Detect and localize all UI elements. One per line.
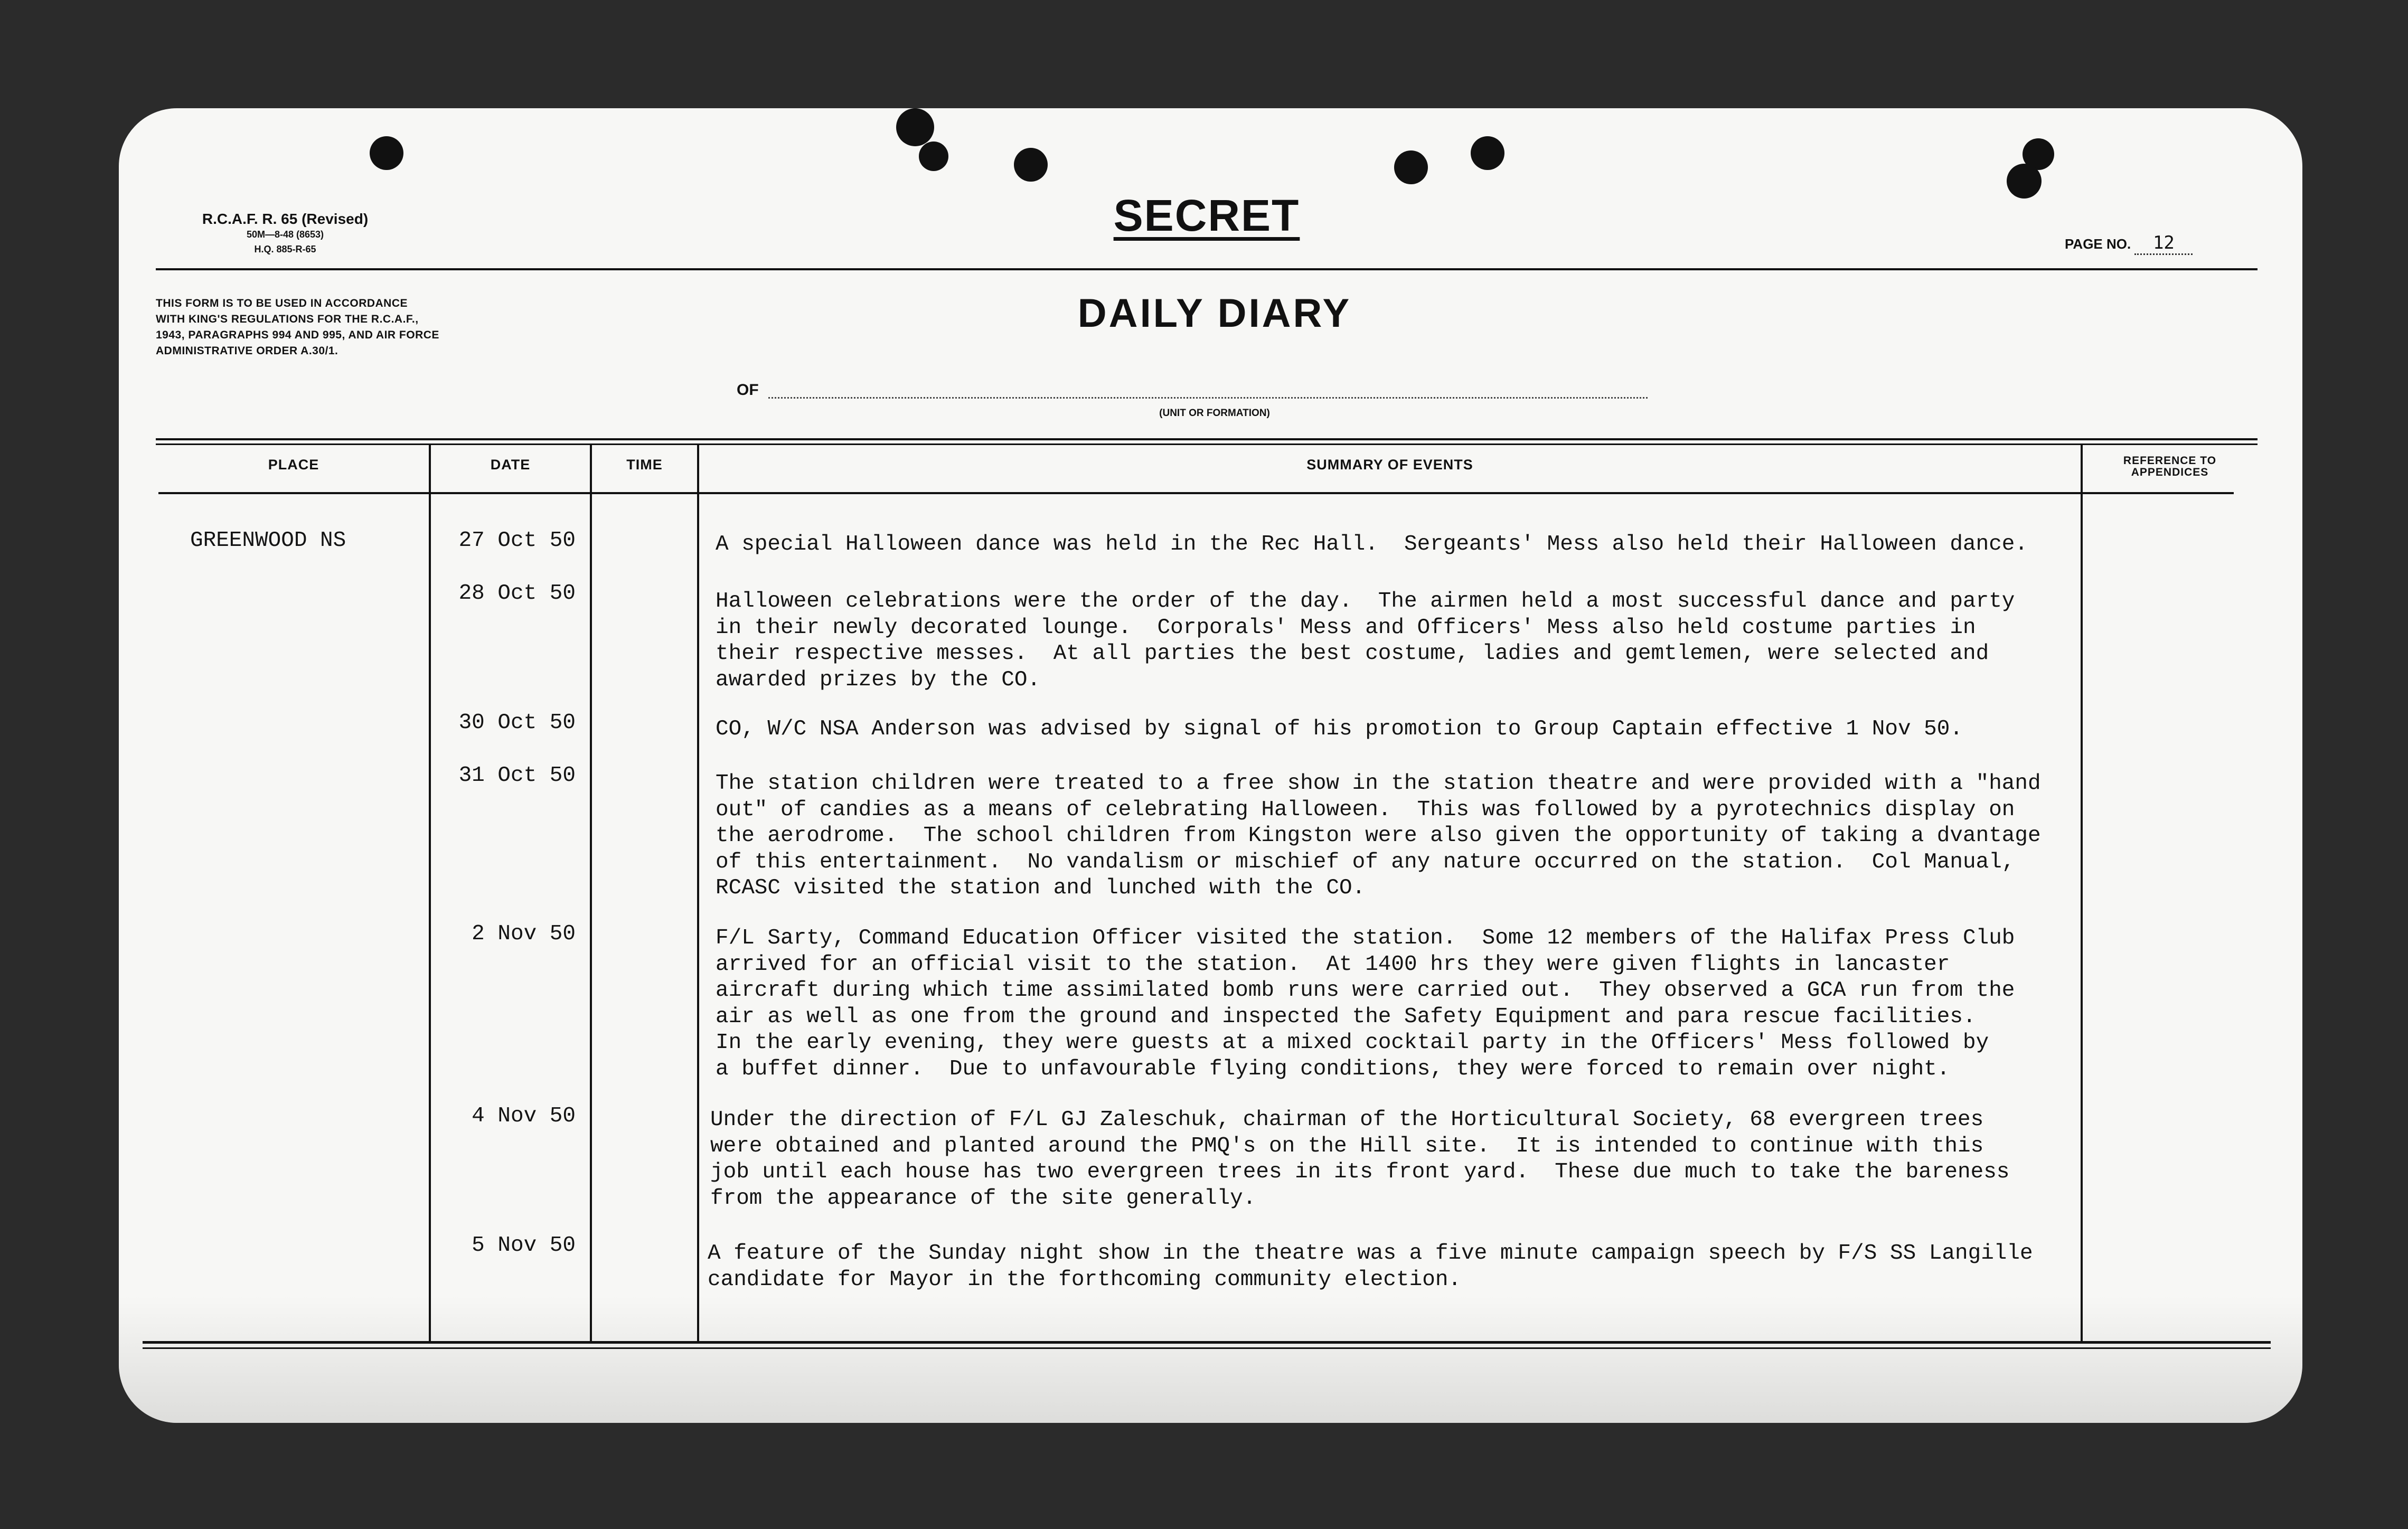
table-bottom-rule (143, 1347, 2271, 1349)
form-id-line: 50M—8-48 (8653) (246, 229, 324, 240)
unit-of-line (768, 397, 1648, 399)
form-instructions (156, 296, 578, 359)
entry-date: 27 Oct 50 (458, 528, 576, 553)
punch-hole (370, 136, 403, 170)
punch-hole (2007, 164, 2042, 199)
entry-date: 28 Oct 50 (458, 581, 576, 606)
form-id-line: R.C.A.F. R. 65 (Revised) (202, 211, 369, 227)
column-divider (697, 445, 699, 1342)
page-number-label: PAGE NO. (2065, 236, 2131, 252)
form-id-line: H.Q. 885-R-65 (254, 244, 316, 254)
instruction-line: THIS FORM IS TO BE USED IN ACCORDANCE (156, 297, 408, 309)
reference-header-line: APPENDICES (2131, 466, 2209, 478)
entry-date: 30 Oct 50 (458, 711, 576, 735)
column-header-date: DATE (490, 457, 531, 473)
column-divider (2081, 445, 2083, 1342)
reference-header-line: REFERENCE TO (2123, 455, 2217, 467)
entry-date: 4 Nov 50 (472, 1104, 576, 1128)
column-divider (590, 445, 592, 1342)
column-header-summary: SUMMARY OF EVENTS (1306, 457, 1473, 473)
column-header-reference (2083, 455, 2257, 478)
entry-summary: Halloween celebrations were the order of the day. The airmen held a most successful dance and party in their newly decorated lounge. Corporals' Mess and Officers' Mess also held costume parties in their respective messes. At all parties the best costume, ladies and gemtlemen, were selected and awarded prizes by the CO. (716, 589, 2015, 692)
page-number-value: 12 (2134, 232, 2193, 255)
entry-summary: CO, W/C NSA Anderson was advised by signal of his promotion to Group Captain effective 1 Nov 50. (716, 717, 1963, 741)
header-rule (156, 268, 2258, 270)
form-identifier (169, 211, 401, 257)
entry-summary: Under the direction of F/L GJ Zaleschuk, chairman of the Horticultural Society, 68 evergreen trees were obtained and planted around the PMQ's on the Hill site. It is intended to continue with this job until each house has two evergreen trees in its front yard. These due much to take the bareness from the appearance of the site generally. (710, 1108, 2010, 1211)
instruction-line: ADMINISTRATIVE ORDER A.30/1. (156, 345, 338, 357)
instruction-line: 1943, PARAGRAPHS 994 AND 995, AND AIR FORCE (156, 329, 439, 341)
punch-hole (919, 141, 948, 171)
column-header-time: TIME (626, 457, 663, 473)
column-divider (429, 445, 431, 1342)
table-top-rule (156, 443, 2258, 445)
column-header-place: PLACE (268, 457, 319, 473)
entry-summary: A feature of the Sunday night show in the theatre was a five minute campaign speech by F/S SS Langille candidate for Mayor in the forthcoming community election. (708, 1241, 2033, 1292)
table-header-rule (158, 492, 2234, 494)
punch-hole (1394, 150, 1428, 184)
entry-date: 2 Nov 50 (472, 922, 576, 946)
table-top-rule (156, 438, 2258, 440)
classification-stamp: SECRET (1113, 191, 1300, 240)
entry-date: 5 Nov 50 (472, 1233, 576, 1258)
punch-hole (1014, 148, 1048, 182)
entry-summary: A special Halloween dance was held in the Rec Hall. Sergeants' Mess also held their Halloween dance. (716, 532, 2028, 556)
place-cell: GREENWOOD NS (190, 528, 346, 553)
entry-summary: F/L Sarty, Command Education Officer visited the station. Some 12 members of the Halifax Press Club arrived for an official visit to the station. At 1400 hrs they were given flights in lancaster aircraft during which time assimilated bomb runs were carried out. They observed a GCA run from the air as well as one from the ground and inspected the Safety Equipment and para rescue facilities. In the early evening, they were guests at a mixed cocktail party in the Officers' Mess followed by a buffet dinner. Due to unfavourable flying conditions, they were forced to remain over night. (716, 926, 2015, 1081)
entry-summary: The station children were treated to a free show in the station theatre and were provided with a "hand out" of candies as a means of celebrating Halloween. This was followed by a pyrotechnics display on the aerodrome. The school children from Kingston were also given the opportunity of taking a dvantage of this entertainment. No vandalism or mischief of any nature occurred on the station. Col Manual, RCASC visited the station and lunched with the CO. (716, 771, 2041, 900)
punch-hole (896, 108, 934, 146)
punch-hole (1471, 136, 1504, 170)
entry-date: 31 Oct 50 (458, 763, 576, 788)
instruction-line: WITH KING'S REGULATIONS FOR THE R.C.A.F., (156, 313, 419, 325)
unit-of-label: OF (737, 381, 759, 399)
table-bottom-rule (143, 1341, 2271, 1344)
unit-caption: (UNIT OR FORMATION) (1159, 408, 1270, 419)
page-number (2065, 232, 2193, 255)
form-title: DAILY DIARY (1077, 291, 1352, 336)
